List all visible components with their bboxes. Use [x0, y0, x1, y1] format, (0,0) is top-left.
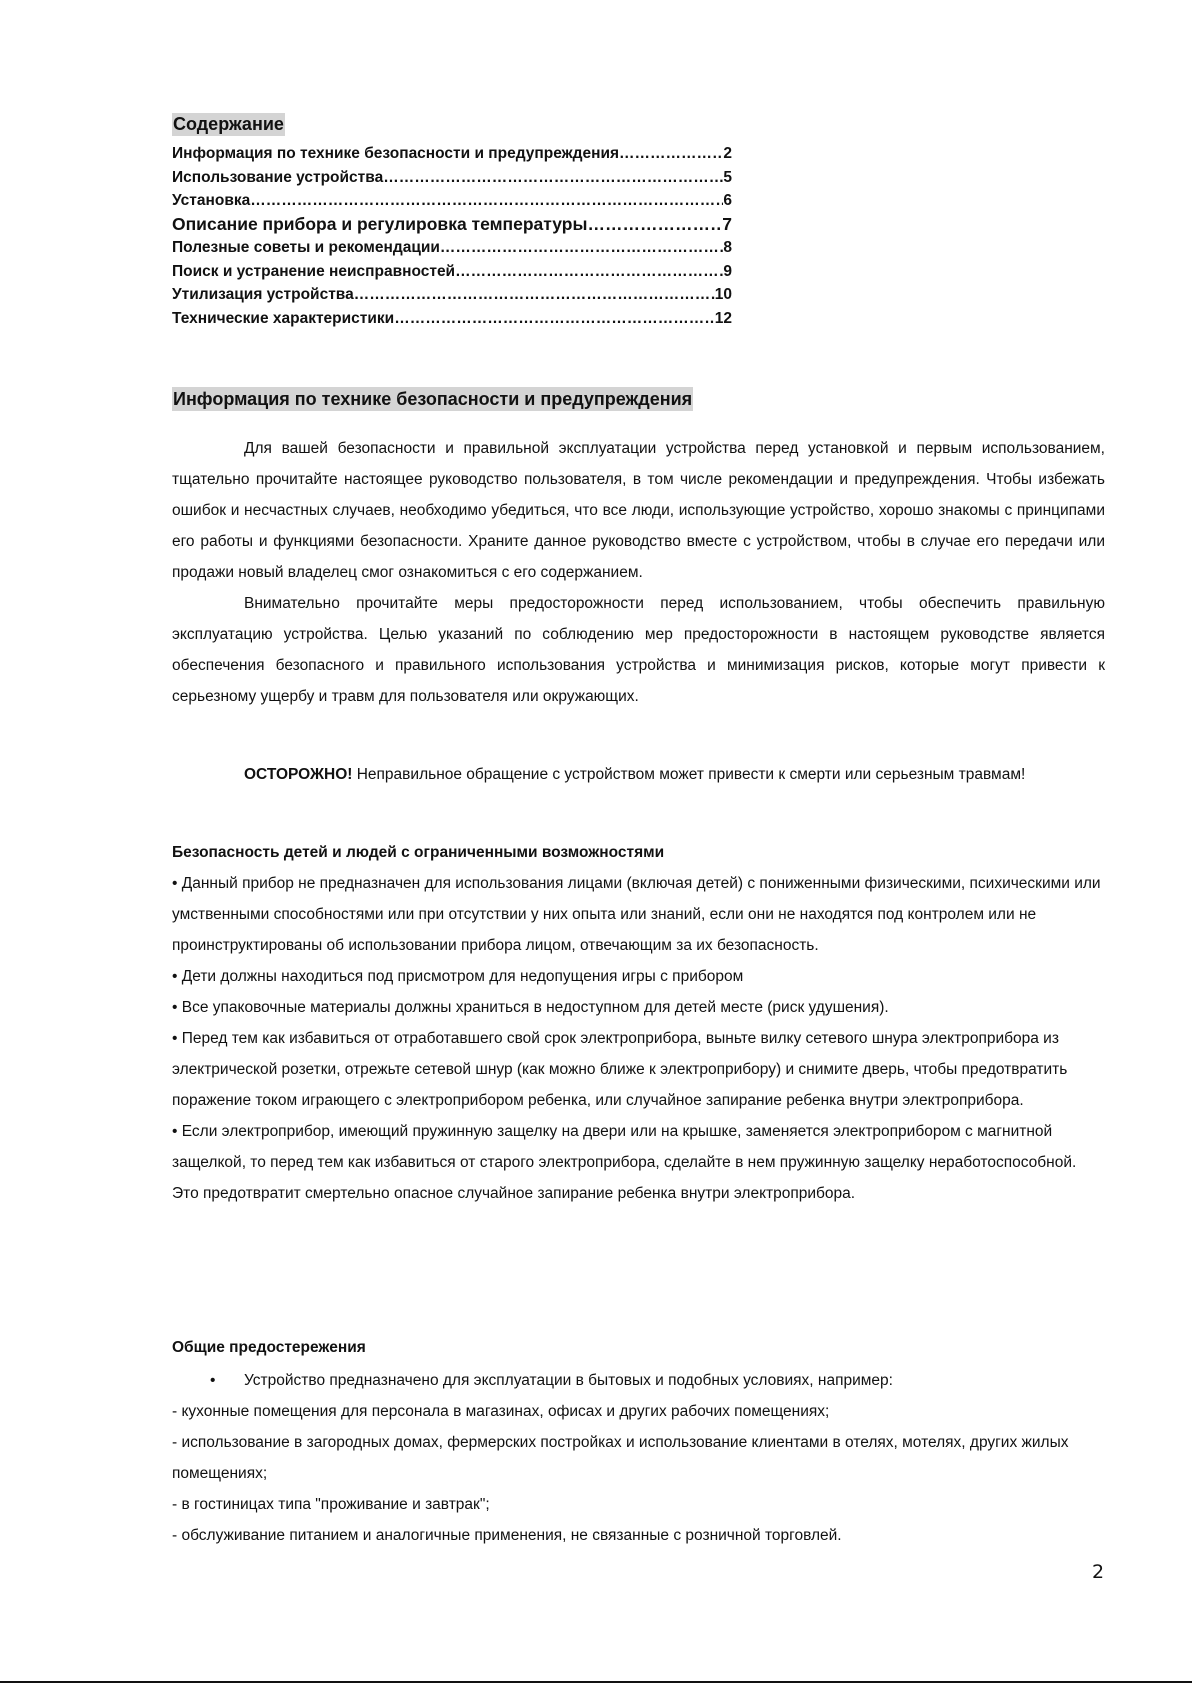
list-item: • Данный прибор не предназначен для использования лицами (включая детей) с пониженными физическими, психическими или умственными способностями или при отсутствии у них опыта или знаний, если они не находятся под контролем или не проинструктированы об использовании прибора лицом, отвечающим за их безопасность.	[172, 875, 1101, 954]
caution-paragraph	[172, 763, 1105, 787]
toc-item[interactable]	[172, 283, 732, 307]
toc-leader	[440, 236, 723, 260]
list-item: • Перед тем как избавиться от отработавшего свой срок электроприбора, выньте вилку сетевого шнура электроприбора из электрической розетки, отрежьте сетевой шнур (как можно ближе к электроприбору) и снимите дверь, чтобы предотвратить поражение током играющего с электроприбором ребенка, или случайное запирание ребенка внутри электроприбора.	[172, 1030, 1068, 1109]
toc-leader	[383, 166, 723, 190]
page-number: 2	[1092, 1561, 1105, 1583]
toc-leader	[619, 142, 723, 166]
safety-section-title: Информация по технике безопасности и предупреждения	[173, 389, 693, 409]
toc-item-page: 2	[723, 145, 732, 162]
toc-item[interactable]	[172, 307, 732, 331]
safety-paragraph-2: Внимательно прочитайте меры предосторожности перед использованием, чтобы обеспечить правильную эксплуатацию устройства. Целью указаний по соблюдению мер предосторожности в настоящем руководстве является обеспечения безопасного и правильного использования устройства и минимизация рисков, которые могут привести к серьезному ущербу и травм для пользователя или окружающих.	[172, 595, 1105, 705]
toc-item-title: Использование устройства	[172, 168, 384, 186]
list-item: - использование в загородных домах, фермерских постройках и использование клиентами в отелях, мотелях, других жилых помещениях;	[172, 1434, 1069, 1482]
safety-intro	[172, 433, 1105, 712]
toc-item-page: 6	[723, 192, 732, 209]
toc-leader	[250, 189, 723, 213]
children-safety-list	[172, 868, 1105, 1209]
toc-item-page: 8	[723, 239, 732, 256]
toc-item-title: Установка	[172, 192, 251, 209]
toc-title: Содержание	[173, 114, 284, 134]
general-warnings-heading: Общие предостережения	[172, 1339, 366, 1356]
caution-block	[172, 763, 1105, 787]
toc-item[interactable]	[172, 236, 732, 260]
list-item: • Если электроприбор, имеющий пружинную защелку на двери или на крышке, заменяется электроприбором с магнитной защелкой, то перед тем как избавиться от старого электроприбора, сделайте в нем пружинную защелку неработоспособной. Это предотвратит смертельно опасное случайное запирание ребенка внутри электроприбора.	[172, 1123, 1077, 1202]
list-item: • Дети должны находиться под присмотром для недопущения игры с прибором	[172, 968, 744, 985]
bottom-rule	[0, 1681, 1192, 1683]
toc-item-title: Описание прибора и регулировка температуры	[172, 213, 588, 234]
list-item: • Все упаковочные материалы должны храниться в недоступном для детей месте (риск удушения).	[172, 999, 889, 1016]
toc-item-title: Информация по технике безопасности и предупреждения	[172, 145, 620, 162]
toc-item[interactable]	[172, 189, 732, 213]
bullet-marker: •	[210, 1372, 216, 1389]
toc-item-page: 10	[714, 286, 732, 303]
list-item: - обслуживание питанием и аналогичные применения, не связанные с розничной торговлей.	[172, 1527, 842, 1544]
toc-item[interactable]	[172, 260, 732, 284]
toc-item[interactable]	[172, 142, 732, 166]
toc-item[interactable]	[172, 213, 732, 237]
table-of-contents	[172, 142, 732, 330]
caution-label: ОСТОРОЖНО!	[244, 766, 353, 783]
toc-item-page: 5	[723, 168, 732, 186]
bullet-text: Устройство предназначено для эксплуатации в бытовых и подобных условиях, например:	[244, 1372, 893, 1389]
toc-item-title: Поиск и устранение неисправностей	[172, 262, 456, 280]
toc-leader	[354, 283, 715, 307]
toc-item-title: Полезные советы и рекомендации	[172, 239, 440, 256]
toc-item-title: Технические характеристики	[172, 309, 395, 327]
toc-item-page: 12	[714, 309, 732, 327]
toc-leader	[394, 307, 715, 331]
toc-item-page: 9	[723, 262, 732, 280]
children-safety-heading: Безопасность детей и людей с ограниченными возможностями	[172, 844, 665, 861]
general-warnings-list	[172, 1365, 1105, 1551]
toc-leader	[587, 213, 722, 237]
list-item: - в гостиницах типа "проживание и завтрак";	[172, 1496, 490, 1513]
safety-paragraph-1: Для вашей безопасности и правильной эксплуатации устройства перед установкой и первым использованием, тщательно прочитайте настоящее руководство пользователя, в том числе рекомендации и предупреждения. Чтобы избежать ошибок и несчастных случаев, необходимо убедиться, что все люди, использующие устройство, хорошо знакомы с принципами его работы и функциями безопасности. Храните данное руководство вместе с устройством, чтобы в случае его передачи или продажи новый владелец смог ознакомиться с его содержанием.	[172, 440, 1105, 581]
toc-item-title: Утилизация устройства	[172, 286, 354, 303]
list-item	[172, 1365, 1105, 1396]
toc-item[interactable]	[172, 166, 732, 190]
toc-leader	[455, 260, 723, 284]
caution-text: Неправильное обращение с устройством может привести к смерти или серьезным травмам!	[352, 766, 1026, 783]
list-item: - кухонные помещения для персонала в магазинах, офисах и других рабочих помещениях;	[172, 1403, 830, 1420]
toc-item-page: 7	[722, 213, 732, 234]
